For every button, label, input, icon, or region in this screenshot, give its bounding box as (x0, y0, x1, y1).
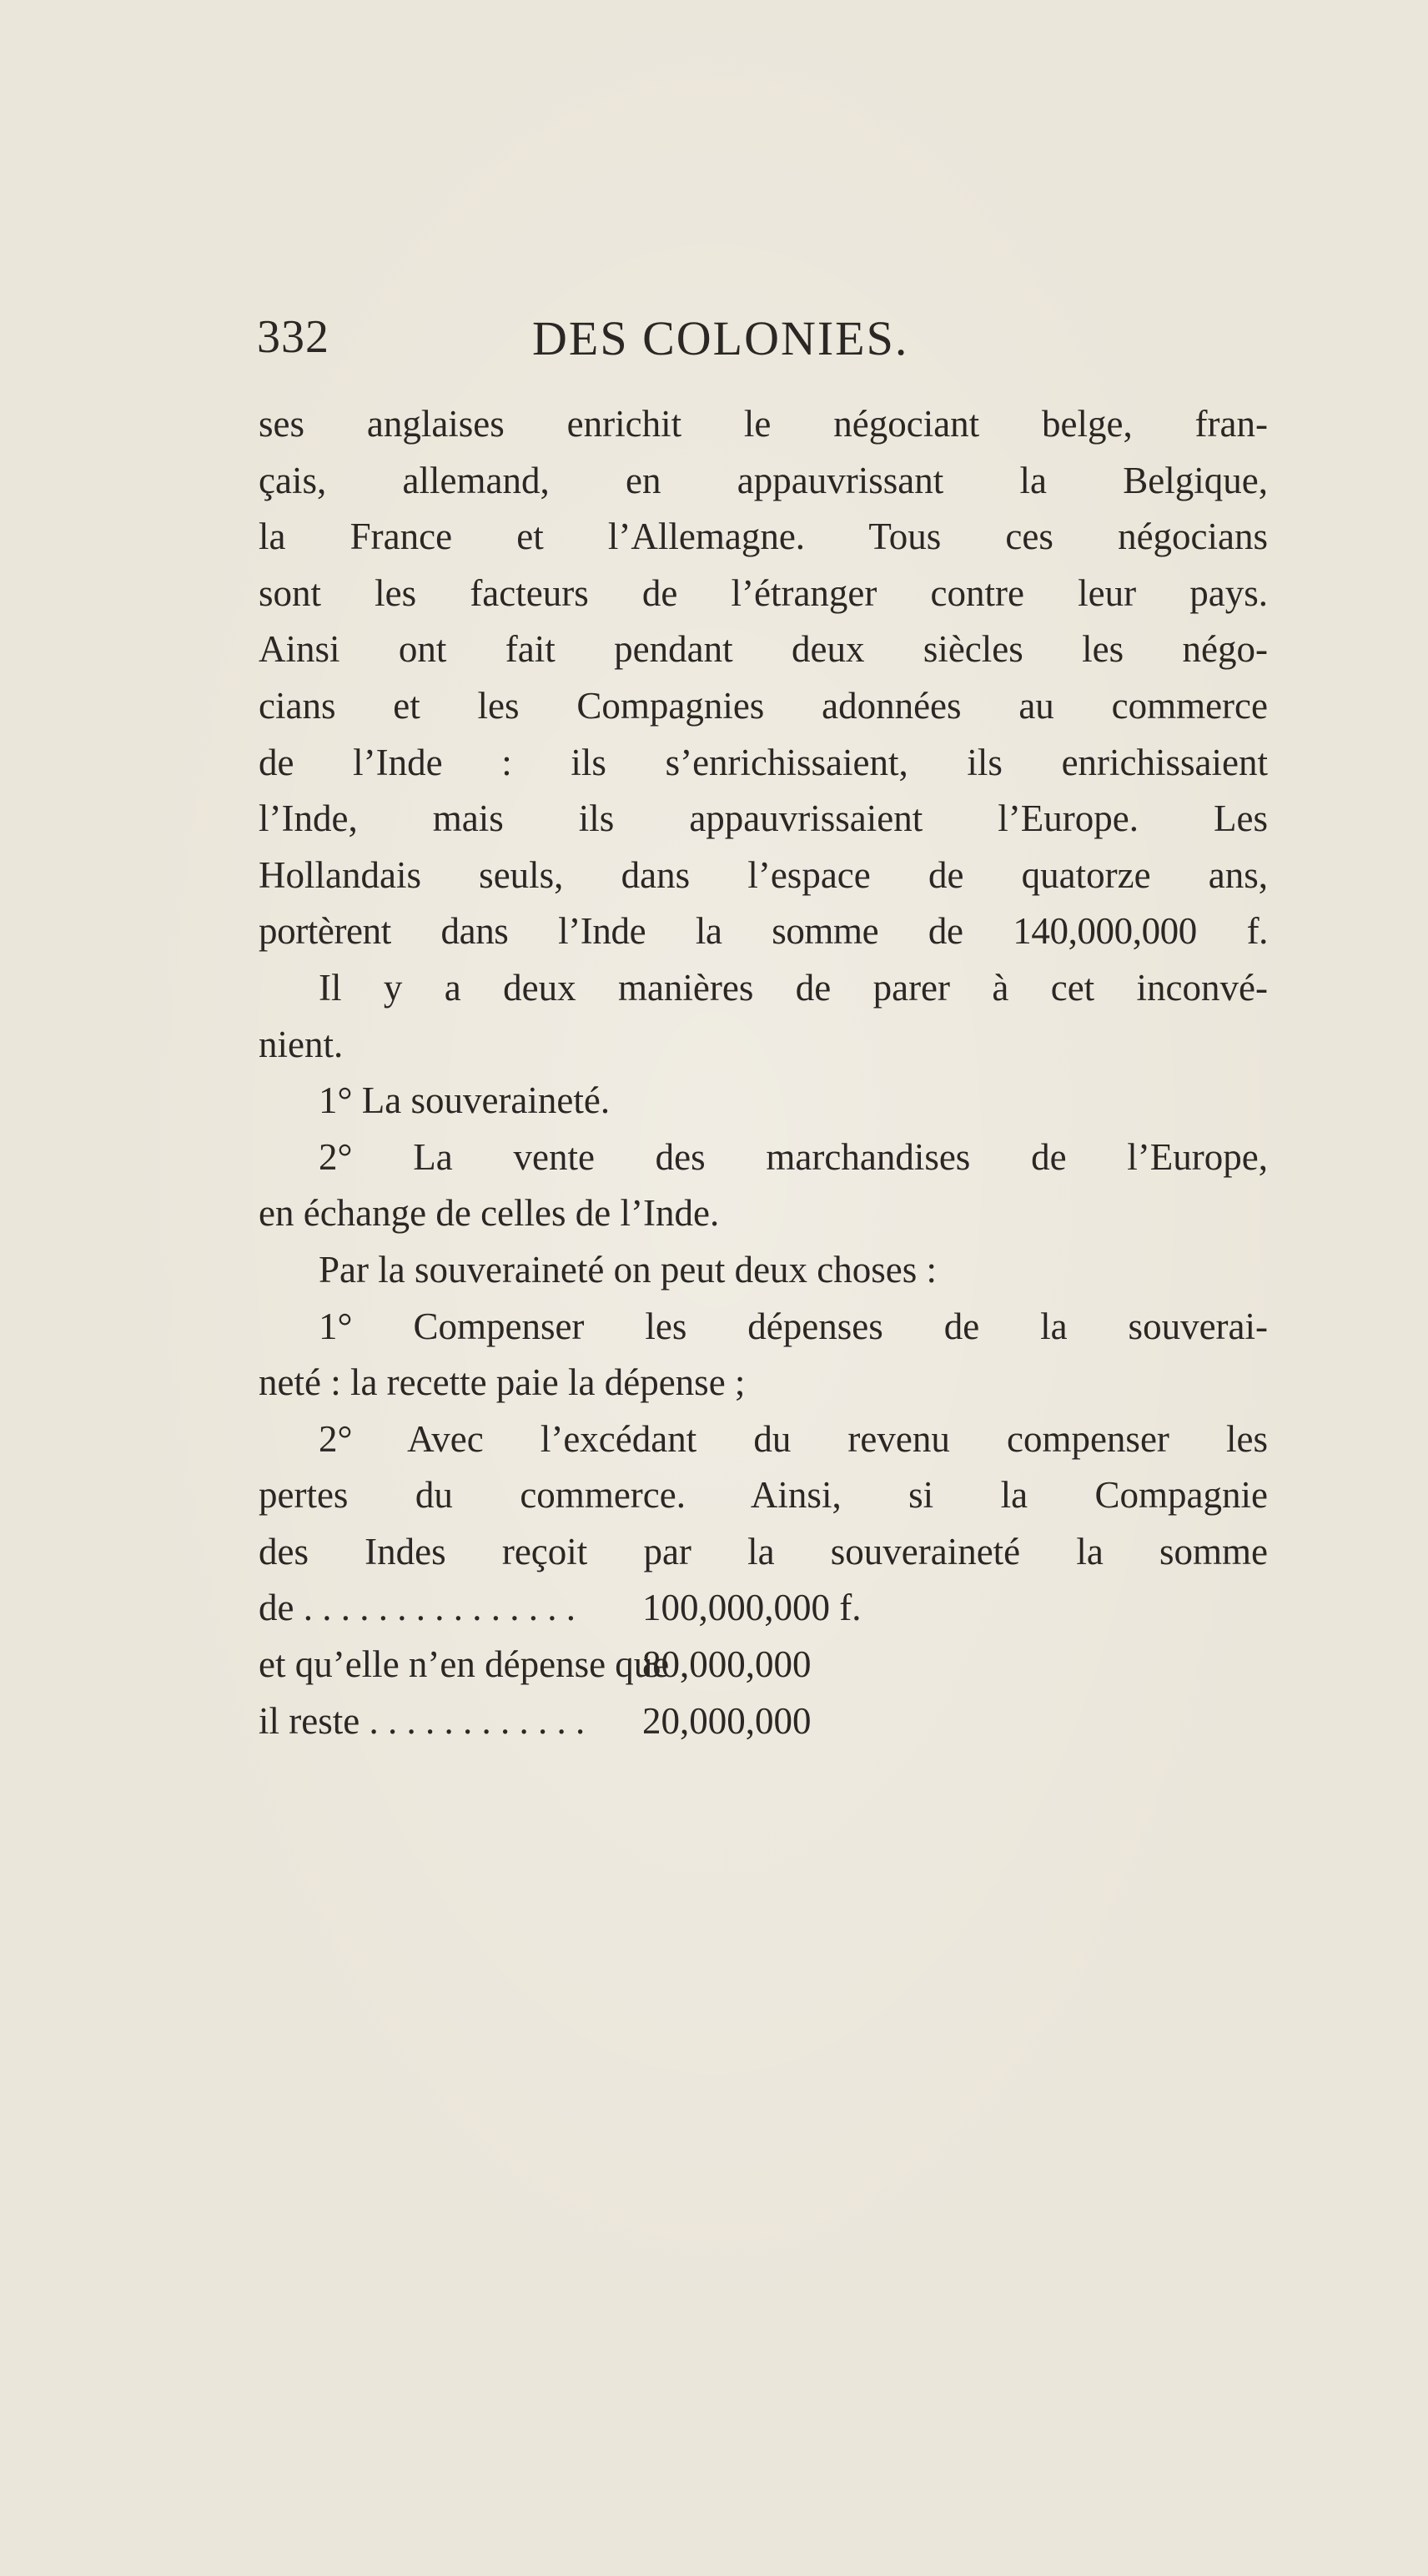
text-line: 1° Compenser les dépenses de la souverai- (319, 1305, 1268, 1347)
sum-value: 100,000,000 f. (642, 1587, 862, 1629)
text-line: pertes du commerce. Ainsi, si la Compagnie (259, 1474, 1268, 1517)
sum-label: il reste . . . . . . . . . . . . (259, 1699, 586, 1742)
text-line: 2° La vente des marchandises de l’Europe, (319, 1135, 1268, 1178)
text-line: en échange de celles de l’Inde. (259, 1192, 720, 1235)
text-line: Par la souveraineté on peut deux choses : (319, 1248, 938, 1291)
text-line: ses anglaises enrichit le négociant belge, fran- (259, 403, 1268, 445)
sum-row (259, 1693, 1268, 1750)
page-number: 332 (257, 311, 329, 363)
text-line: neté : la recette paie la dépense ; (259, 1361, 746, 1404)
sum-value: 80,000,000 (642, 1643, 812, 1686)
text-line: portèrent dans l’Inde la somme de 140,000,000 f. (259, 910, 1268, 953)
text-line: des Indes reçoit par la souveraineté la somme (259, 1530, 1268, 1572)
text-line: sont les facteurs de l’étranger contre leur pays. (259, 571, 1268, 614)
body-text (259, 396, 1268, 1749)
sum-row (259, 1637, 1268, 1693)
text-line: la France et l’Allemagne. Tous ces négocians (259, 516, 1268, 558)
text-line: çais, allemand, en appauvrissant la Belgique, (259, 459, 1268, 501)
text-line: Ainsi ont fait pendant deux siècles les négo- (259, 628, 1268, 671)
text-line: nient. (259, 1023, 344, 1065)
text-line: Il y a deux manières de parer à cet inconvé- (319, 966, 1268, 1009)
sum-label: et qu’elle n’en dépense que (259, 1643, 670, 1686)
text-line: cians et les Compagnies adonnées au commerce (259, 684, 1268, 727)
text-line: de l’Inde : ils s’enrichissaient, ils enrichissaient (259, 741, 1268, 783)
sum-value: 20,000,000 (642, 1699, 812, 1742)
text-line: l’Inde, mais ils appauvrissaient l’Europe. Les (259, 797, 1268, 840)
sum-row (259, 1580, 1268, 1637)
page-header (257, 310, 1041, 369)
text-line: Hollandais seuls, dans l’espace de quatorze ans, (259, 853, 1268, 896)
text-line: 1° La souveraineté. (319, 1079, 611, 1122)
sum-label: de . . . . . . . . . . . . . . . (259, 1587, 576, 1629)
running-title: DES COLONIES. (532, 311, 909, 365)
text-line: 2° Avec l’excédant du revenu compenser les (319, 1417, 1268, 1460)
